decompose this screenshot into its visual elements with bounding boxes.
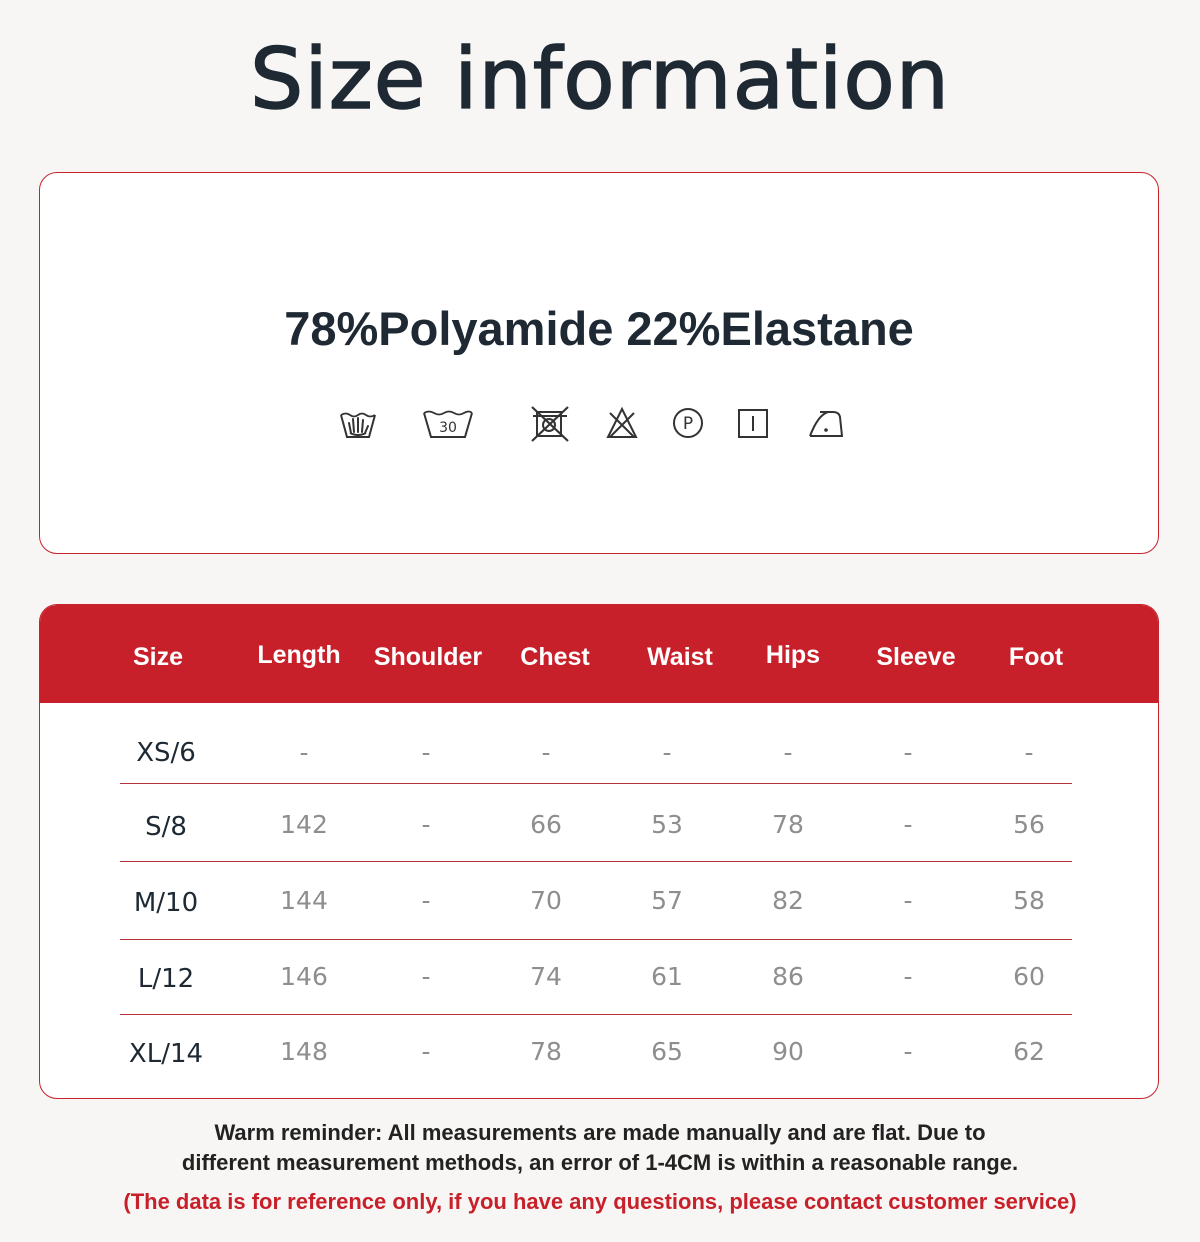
cell-shoulder: - <box>421 810 431 839</box>
cell-shoulder: - <box>421 1037 431 1066</box>
header-waist: Waist <box>647 643 713 671</box>
table-row <box>120 708 1072 784</box>
cell-chest: 74 <box>530 962 562 991</box>
cell-sleeve: - <box>903 738 913 767</box>
cell-waist: - <box>662 738 672 767</box>
hand-wash-icon <box>336 403 380 443</box>
header-foot: Foot <box>1008 643 1064 671</box>
cell-foot: 60 <box>1013 962 1045 991</box>
header-shoulder: Shoulder <box>373 643 483 671</box>
cell-hips: 78 <box>772 810 804 839</box>
page-title: Size information <box>250 30 950 128</box>
size-table <box>39 604 1159 1099</box>
reminder-line-2: different measurement methods, an error of 1-4CM is within a reasonable range. <box>181 1150 1019 1175</box>
cell-foot: 62 <box>1013 1037 1045 1066</box>
dry-clean-letter: P <box>682 414 694 434</box>
do-not-tumble-dry-icon <box>528 403 572 443</box>
cell-size: XS/6 <box>136 738 196 768</box>
table-row <box>120 940 1072 1015</box>
header-chest: Chest <box>520 643 590 671</box>
care-icons-row <box>40 403 1158 443</box>
cell-sleeve: - <box>903 962 913 991</box>
header-sleeve: Sleeve <box>876 643 956 671</box>
cell-size: S/8 <box>145 812 187 842</box>
iron-low-heat-icon <box>804 403 848 443</box>
cell-chest: - <box>541 738 551 767</box>
cell-length: - <box>299 738 309 767</box>
cell-hips: 90 <box>772 1037 804 1066</box>
cell-waist: 61 <box>651 962 683 991</box>
cell-hips: 86 <box>772 962 804 991</box>
cell-length: 148 <box>280 1037 328 1066</box>
cell-chest: 70 <box>530 886 562 915</box>
header-length: Length <box>257 641 341 669</box>
material-composition: 78%Polyamide 22%Elastane <box>284 302 914 355</box>
measurement-reminder <box>0 1118 1200 1178</box>
cell-hips: - <box>783 738 793 767</box>
cell-size: XL/14 <box>128 1039 204 1069</box>
cell-foot: 58 <box>1013 886 1045 915</box>
cell-foot: - <box>1024 738 1034 767</box>
do-not-bleach-icon <box>600 403 644 443</box>
cell-size: M/10 <box>133 888 199 918</box>
cell-length: 142 <box>280 810 328 839</box>
line-dry-icon <box>731 403 775 443</box>
table-row <box>120 784 1072 862</box>
size-table-header <box>40 605 1158 703</box>
cell-shoulder: - <box>421 738 431 767</box>
cell-sleeve: - <box>903 1037 913 1066</box>
cell-length: 144 <box>280 886 328 915</box>
wash-temperature-label: 30 <box>439 420 457 436</box>
cell-chest: 66 <box>530 810 562 839</box>
wash-30-icon <box>420 403 476 443</box>
table-row <box>120 862 1072 940</box>
cell-hips: 82 <box>772 886 804 915</box>
material-card <box>39 172 1159 554</box>
table-row <box>120 1015 1072 1091</box>
cell-sleeve: - <box>903 886 913 915</box>
professional-dry-clean-p-icon <box>666 403 710 443</box>
cell-sleeve: - <box>903 810 913 839</box>
reference-note: (The data is for reference only, if you have any questions, please contact customer service) <box>123 1189 1077 1214</box>
cell-waist: 57 <box>651 886 683 915</box>
cell-shoulder: - <box>421 962 431 991</box>
cell-size: L/12 <box>137 964 195 994</box>
cell-foot: 56 <box>1013 810 1045 839</box>
reminder-line-1: Warm reminder: All measurements are made manually and are flat. Due to <box>214 1120 986 1145</box>
cell-waist: 53 <box>651 810 683 839</box>
cell-shoulder: - <box>421 886 431 915</box>
cell-length: 146 <box>280 962 328 991</box>
header-size: Size <box>132 643 184 671</box>
header-hips: Hips <box>765 641 821 669</box>
cell-chest: 78 <box>530 1037 562 1066</box>
cell-waist: 65 <box>651 1037 683 1066</box>
